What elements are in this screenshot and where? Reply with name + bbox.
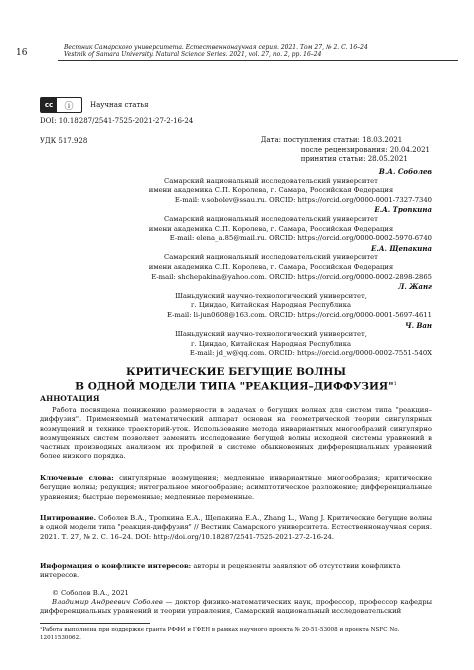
header-rule [58, 60, 458, 61]
author-name: Л. Жанг [398, 282, 432, 292]
affiliation-line: Самарский национальный исследовательский университет [164, 214, 378, 223]
affiliation-line: Самарский национальный исследовательский университет [164, 253, 378, 262]
author-name: Е.А. Тропкина [374, 205, 432, 215]
author-bio [40, 598, 432, 617]
author-contact[interactable]: E-mail: shchepakina@yahoo.com. ORCID: https://orcid.org/0000-0002-2898-2865 [151, 272, 432, 281]
affiliation-line: имени академика С.П. Королева, г. Самара, Российская Федерация [148, 186, 394, 195]
journal-name-en: Vestnik of Samara University. Natural Science Series. 2021, vol. 27, no. 2, pp. 16–24 [64, 51, 322, 58]
author-name: Е.А. Щепакина [371, 243, 432, 253]
title-line-1: КРИТИЧЕСКИЕ БЕГУЩИЕ ВОЛНЫ [126, 366, 346, 378]
affiliation-line: имени академика С.П. Королева, г. Самара, Российская Федерация [148, 224, 394, 233]
author-contact[interactable]: E-mail: jd_w@qq.com. ORCID: https://orcid.org/0000-0002-7551-540X [189, 349, 432, 358]
citation-label: Цитирование. [40, 514, 96, 522]
author-contact[interactable]: E-mail: elena_a.85@mail.ru. ORCID: https://orcid.org/0000-0002-5970-6740 [169, 234, 432, 243]
page-number: 16 [16, 48, 28, 58]
creative-commons-icon: cc [41, 97, 57, 113]
keywords-text: сингулярные возмущения; медленные инвариантные многообразия; критические бегущие волны; редукция; интегральное многообразие; асимптотическое разложение; дифференциальные уравнения; быстрые переменные; медленные переменные. [40, 474, 432, 501]
abstract-heading: АННОТАЦИЯ [40, 394, 100, 403]
bio-text: — доктор физико-математических наук, профессор, профессор кафедры дифференциальных уравнений и теории управления, Самарский национальный исследовательский [40, 598, 432, 616]
title-line-2 [40, 378, 432, 393]
footnote: ¹Работа выполнена при поддержке гранта РФФИ и ГФЕН в рамках научного проекта № 20-51-53008 и проекта NSFC No. 12011530062. [40, 627, 400, 641]
attribution-icon: ⓘ [64, 101, 74, 112]
author-affiliations [40, 167, 432, 359]
citation [40, 514, 432, 542]
affiliation-line: Шаньдунский научно-технологический университет, [175, 291, 367, 300]
abstract-text: Работа посвящена понижению размерности в задачах о бегущих волнах для систем типа "реакция–диффузия". Применяемый математический аппарат основан на геометрической теории сингулярных возмущений и технике траекторий-уток. Использование метода инвариантных многообразий сингулярно возмущенных систем позволяет заменить исследование бегущей волны исходной системы уравнений в частных производных анализом их профилей в системе обыкновенных дифференциальных уравнений более низкого порядка. [40, 406, 432, 461]
affiliation-line: г. Циндао, Китайская Народная Республика [190, 301, 352, 310]
author-contact[interactable]: E-mail: v.sobolev@ssau.ru. ORCID: https://orcid.org/0000-0001-7327-7340 [174, 195, 432, 204]
affiliation-line: г. Циндао, Китайская Народная Республика [190, 339, 352, 348]
udk-code: УДК 517.928 [40, 137, 88, 145]
citation-text: Соболев В.А., Тропкина Е.А., Щепакина Е.А., Zhang L., Wang J. Критические бегущие волны в одной модели типа "реакция-диффузия" // Вестник Самарского университета. Естественнонаучная серия. 2021. Т. 27, № 2. С. 16–24. DOI: http://doi.org/10.18287/2541-7525-2021-27-2-16-24. [40, 514, 432, 541]
bio-name: Владимир Андреевич Соболев [52, 598, 163, 606]
title-line-2-text: В ОДНОЙ МОДЕЛИ ТИПА "РЕАКЦИЯ–ДИФФУЗИЯ" [75, 380, 394, 393]
author-name: Ч. Ван [405, 320, 432, 330]
affiliation-line: Шаньдунский научно-технологический университет, [175, 330, 367, 339]
title-footnote-mark[interactable]: 1 [393, 381, 397, 387]
license-block [40, 97, 149, 113]
date-reviewed: после рецензирования: 20.04.2021 [300, 145, 430, 154]
copyright: © Соболев В.А., 2021 [52, 589, 129, 597]
article-title [40, 366, 432, 393]
affiliation-line: Самарский национальный исследовательский университет [164, 176, 378, 185]
author-contact[interactable]: E-mail: li-jun0608@163.com. ORCID: https://orcid.org/0000-0001-5697-4611 [167, 310, 432, 319]
date-received: Дата: поступления статьи: 18.03.2021 [260, 136, 403, 144]
footnote-rule [40, 623, 150, 624]
affiliation-line: имени академика С.П. Королева, г. Самара, Российская Федерация [148, 262, 394, 271]
keywords-label: Ключевые слова: [40, 474, 114, 482]
article-dates [261, 136, 430, 165]
cc-by-license-icon[interactable] [40, 97, 82, 113]
conflict-text: авторы и рецензенты заявляют об отсутствии конфликта интересов. [40, 562, 401, 580]
keywords [40, 474, 432, 502]
article-type: Научная статья [90, 101, 149, 109]
conflict-label: Информация о конфликте интересов: [40, 562, 192, 570]
doi-link[interactable]: DOI: 10.18287/2541-7525-2021-27-2-16-24 [40, 117, 194, 125]
journal-name-ru: Вестник Самарского университета. Естественнонаучная серия. 2021. Том 27, № 2. С. 16–24 [64, 44, 368, 51]
conflict-of-interest [40, 562, 432, 581]
date-accepted: принятия статьи: 28.05.2021 [300, 155, 408, 163]
author-name: В.А. Соболев [378, 167, 432, 176]
